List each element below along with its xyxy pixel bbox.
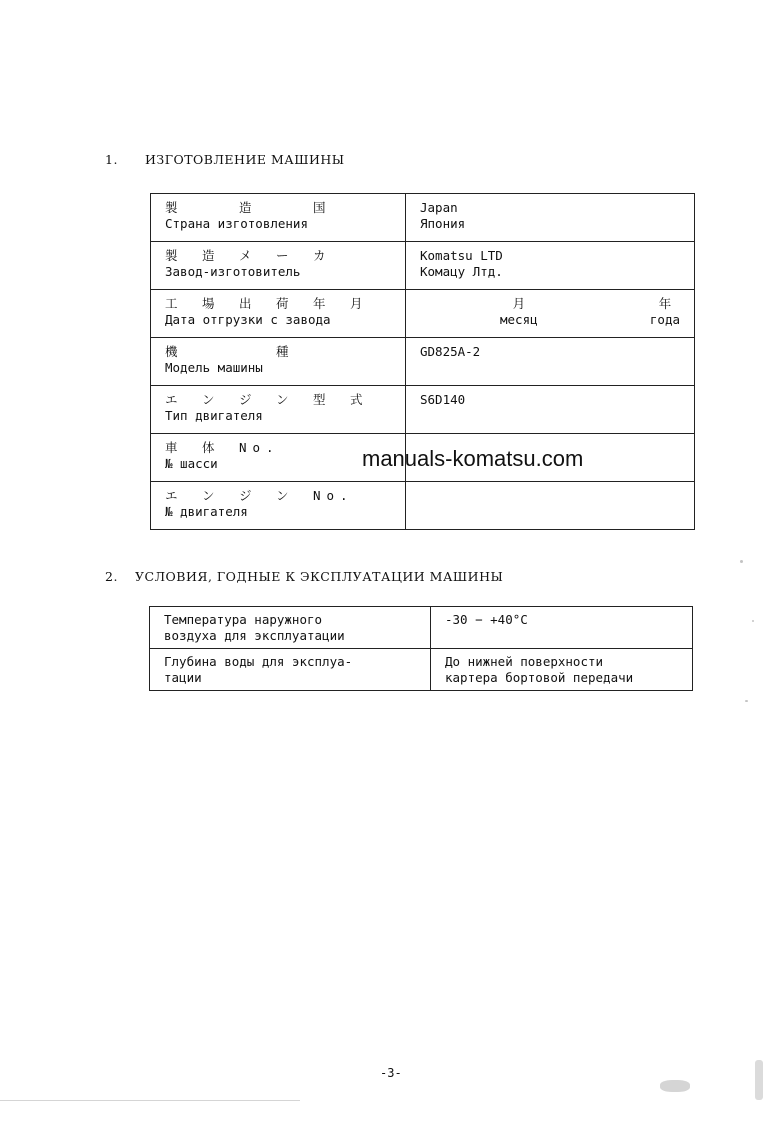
year-ru: года: [649, 312, 680, 327]
label-ru: Тип двигателя: [165, 408, 263, 423]
value-line-1: S6D140: [420, 392, 466, 407]
value-line-2: картера бортовой передачи: [445, 670, 634, 685]
label-cell: [151, 482, 406, 530]
scan-speck: [740, 560, 743, 563]
year-field: [650, 296, 680, 328]
section1-number: 1.: [105, 152, 118, 167]
value-cell: [406, 242, 695, 290]
value-line-1: Komatsu LTD: [420, 248, 503, 263]
label-jp: エ ン ジ ン No.: [165, 488, 354, 503]
month-ru: месяц: [500, 312, 538, 327]
label-ru: № шасси: [165, 456, 218, 471]
value-cell: [431, 649, 693, 691]
value-line-1: До нижней поверхности: [445, 654, 604, 669]
label-jp: 車 体 No.: [165, 440, 280, 455]
section2-number: 2.: [105, 569, 118, 584]
label-line-1: Температура наружного: [164, 612, 323, 627]
value-cell: [431, 607, 693, 649]
label-jp: 工 場 出 荷 年 月: [165, 296, 369, 311]
value-line-1: Japan: [420, 200, 458, 215]
table-row: [151, 338, 695, 386]
label-ru: № двигателя: [165, 504, 248, 519]
table-row: [151, 386, 695, 434]
watermark: manuals-komatsu.com: [362, 446, 584, 471]
section1-title: ИЗГОТОВЛЕНИЕ МАШИНЫ: [145, 152, 345, 167]
label-line-2: тации: [164, 670, 202, 685]
value-line-1: -30 − +40°C: [445, 612, 528, 627]
section2-heading: [105, 569, 503, 584]
label-cell: [151, 338, 406, 386]
month-jp: 月: [512, 296, 526, 311]
value-cell: [406, 338, 695, 386]
value-cell: [406, 482, 695, 530]
scan-speck: [0, 1100, 300, 1101]
scan-speck: [745, 700, 748, 702]
table-row: [151, 194, 695, 242]
label-ru: Дата отгрузки с завода: [165, 312, 331, 327]
page-number: -3-: [380, 1066, 402, 1080]
table-row: [150, 607, 693, 649]
label-ru: Модель машины: [165, 360, 263, 375]
label-cell: [151, 386, 406, 434]
table-row: [151, 482, 695, 530]
section2-title: УСЛОВИЯ, ГОДНЫЕ К ЭКСПЛУАТАЦИИ МАШИНЫ: [135, 569, 504, 584]
value-cell: [406, 290, 695, 338]
value-cell: [406, 386, 695, 434]
table-row: [151, 290, 695, 338]
machine-manufacture-table: [150, 193, 695, 530]
value-line-2: Комацу Лтд.: [420, 264, 503, 279]
label-jp: エ ン ジ ン 型 式: [165, 392, 369, 407]
label-jp: 製 造 メ ー カ: [165, 248, 332, 263]
value-line-2: Япония: [420, 216, 466, 231]
year-jp: 年: [658, 296, 672, 311]
label-cell: [151, 290, 406, 338]
table-row: [151, 242, 695, 290]
scan-speck: [755, 1060, 763, 1100]
month-field: [500, 296, 538, 328]
label-line-2: воздуха для эксплуатации: [164, 628, 345, 643]
label-jp: 機 種: [165, 344, 295, 359]
label-ru: Страна изготовления: [165, 216, 308, 231]
label-ru: Завод-изготовитель: [165, 264, 301, 279]
section1-heading: [105, 152, 345, 167]
label-cell: [151, 242, 406, 290]
value-line-1: GD825A-2: [420, 344, 481, 359]
label-line-1: Глубина воды для эксплуа-: [164, 654, 353, 669]
operating-conditions-table: [149, 606, 693, 691]
scan-speck: [752, 620, 754, 622]
date-fields: [420, 296, 686, 328]
value-cell: [406, 194, 695, 242]
scan-speck: [660, 1080, 690, 1092]
label-cell: [150, 649, 431, 691]
label-jp: 製 造 国: [165, 200, 332, 215]
label-cell: [150, 607, 431, 649]
label-cell: [151, 194, 406, 242]
table-row: [150, 649, 693, 691]
